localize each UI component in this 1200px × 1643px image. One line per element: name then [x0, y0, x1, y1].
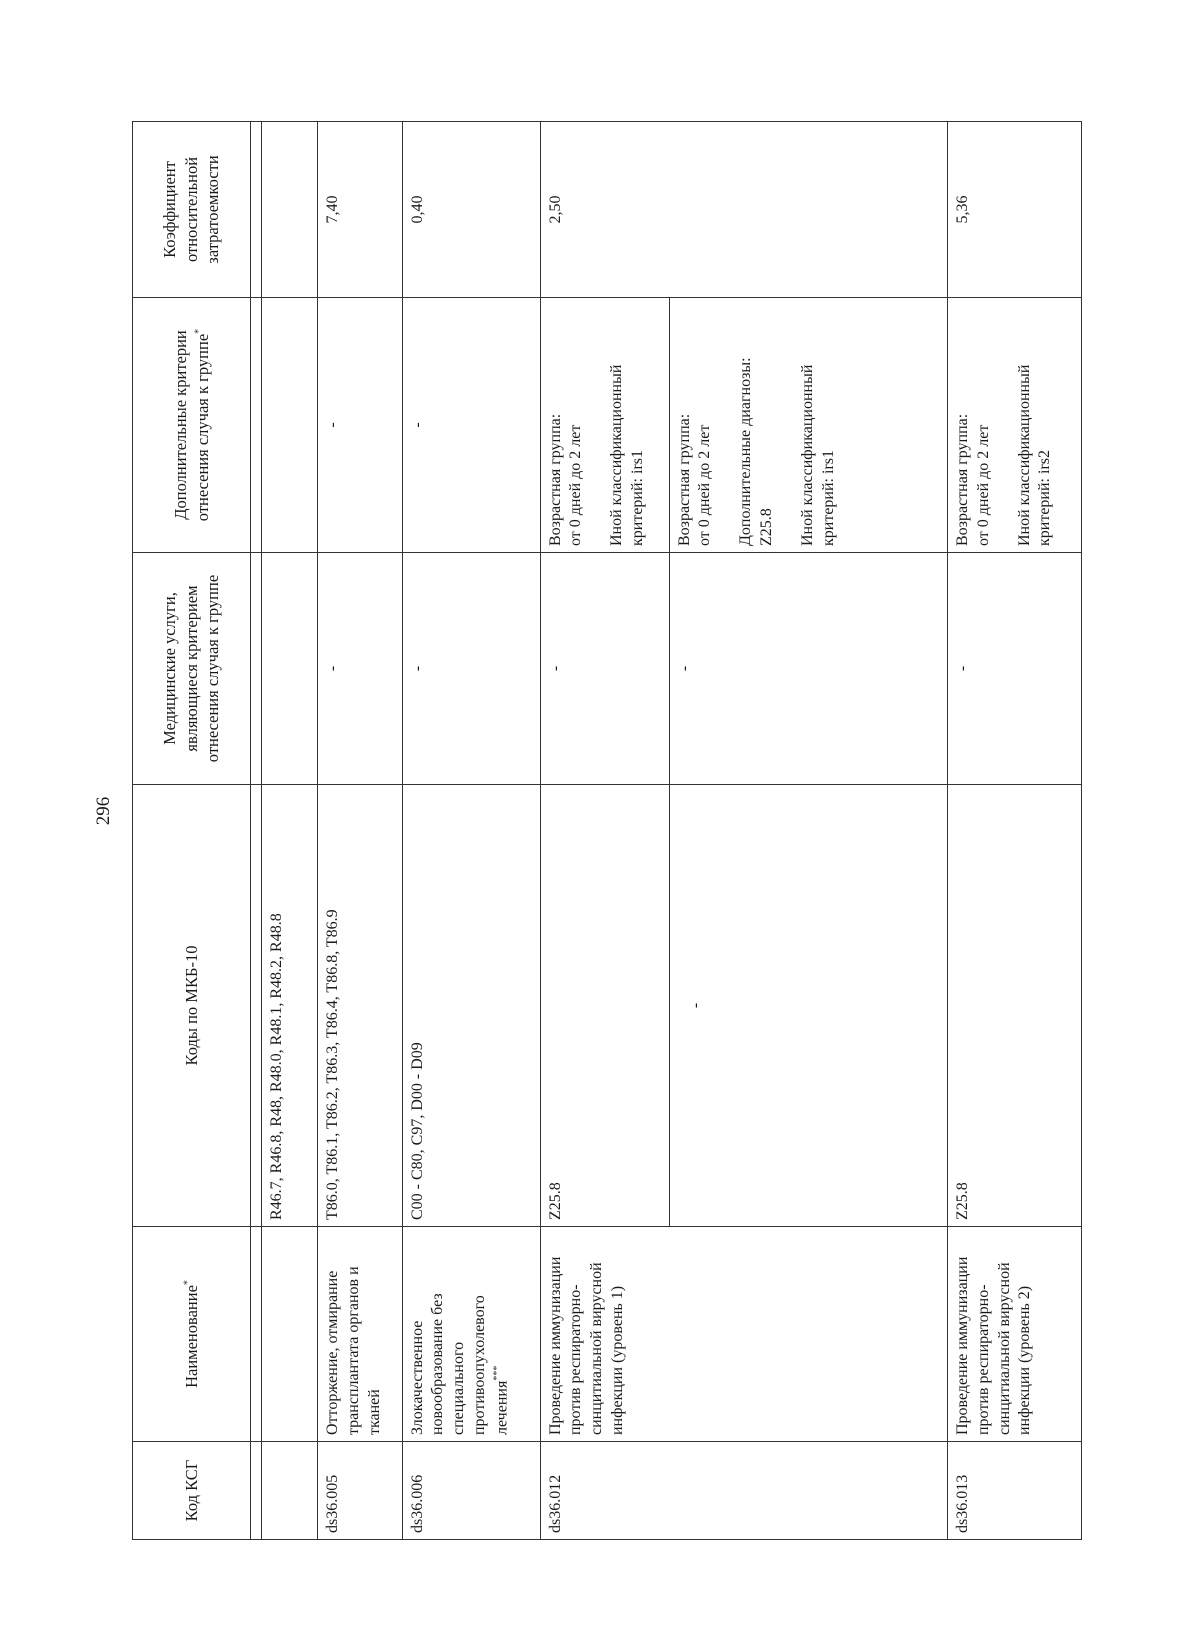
cost-coefficient: 2,50	[540, 122, 947, 298]
table-row-ds36-006	[402, 122, 540, 1540]
cost-coefficient: 7,40	[318, 122, 403, 298]
ksg-name: Проведение иммунизации против респираторно-синцитиальной вирусной инфекции (уровень 2)	[947, 1227, 1081, 1442]
header-code: Код КСГ	[133, 1442, 251, 1540]
age-group-label: Возрастная группа:	[675, 413, 693, 546]
extra-criteria	[669, 298, 947, 553]
age-group-value: от 0 дней до 2 лет	[974, 424, 992, 546]
ksg-code: ds36.005	[318, 1442, 403, 1540]
icd-codes: -	[669, 785, 947, 1227]
other-criterion: Иной классификационный критерий: irs1	[798, 364, 837, 546]
icd-codes: C00 - C80, C97, D00 - D09	[402, 785, 540, 1227]
age-group-label: Возрастная группа:	[953, 413, 971, 546]
table-row-ds36-012-a	[540, 122, 669, 1540]
extra-criteria	[540, 298, 669, 553]
other-criterion: Иной классификационный критерий: irs1	[608, 364, 647, 546]
icd-codes: R46.7, R46.8, R48, R48.0, R48.1, R48.2, R48.8	[262, 785, 318, 1227]
medical-services: -	[669, 553, 947, 785]
extra-criteria: -	[402, 298, 540, 553]
ksg-code: ds36.013	[947, 1442, 1081, 1540]
ksg-name: Отторжение, отмирание трансплантата органов и тканей	[318, 1227, 403, 1442]
icd-codes: Z25.8	[540, 785, 669, 1227]
ksg-name: Проведение иммунизации против респираторно-синцитиальной вирусной инфекции (уровень 1)	[540, 1227, 947, 1442]
header-row	[133, 122, 251, 1540]
table-row-ds36-013	[947, 122, 1081, 1540]
ksg-name: Злокачественное новообразование без специального противоопухолевого лечения***	[402, 1227, 540, 1442]
cost-coefficient: 0,40	[402, 122, 540, 298]
header-services: Медицинские услуги, являющиеся критерием отнесения случая к группе	[133, 553, 251, 785]
ksg-code: ds36.012	[540, 1442, 947, 1540]
icd-codes: Z25.8	[947, 785, 1081, 1227]
spacer-row	[251, 122, 262, 1540]
extra-criteria	[947, 298, 1081, 553]
medical-services: -	[402, 553, 540, 785]
header-name: Наименование*	[133, 1227, 251, 1442]
table-row-continuation	[262, 122, 318, 1540]
extra-diagnoses-value: Z25.8	[757, 508, 775, 546]
medical-services: -	[318, 553, 403, 785]
table-row-ds36-005	[318, 122, 403, 1540]
ksg-table-sheet	[132, 122, 1082, 1540]
extra-criteria: -	[318, 298, 403, 553]
extra-diagnoses-label: Дополнительные диагнозы:	[737, 357, 755, 546]
medical-services: -	[540, 553, 669, 785]
medical-services: -	[947, 553, 1081, 785]
icd-codes: T86.0, T86.1, T86.2, T86.3, T86.4, T86.8, T86.9	[318, 785, 403, 1227]
header-criteria: Дополнительные критерии отнесения случая к группе*	[133, 298, 251, 553]
age-group-value: от 0 дней до 2 лет	[696, 424, 714, 546]
age-group-label: Возрастная группа:	[546, 413, 564, 546]
header-coef: Коэффициент относительной затратоемкости	[133, 122, 251, 298]
header-icd: Коды по МКБ-10	[133, 785, 251, 1227]
ksg-table	[132, 121, 1082, 1540]
cost-coefficient: 5,36	[947, 122, 1081, 298]
age-group-value: от 0 дней до 2 лет	[567, 424, 585, 546]
ksg-code: ds36.006	[402, 1442, 540, 1540]
other-criterion: Иной классификационный критерий: irs2	[1015, 364, 1054, 546]
page-number: 296	[93, 796, 114, 826]
